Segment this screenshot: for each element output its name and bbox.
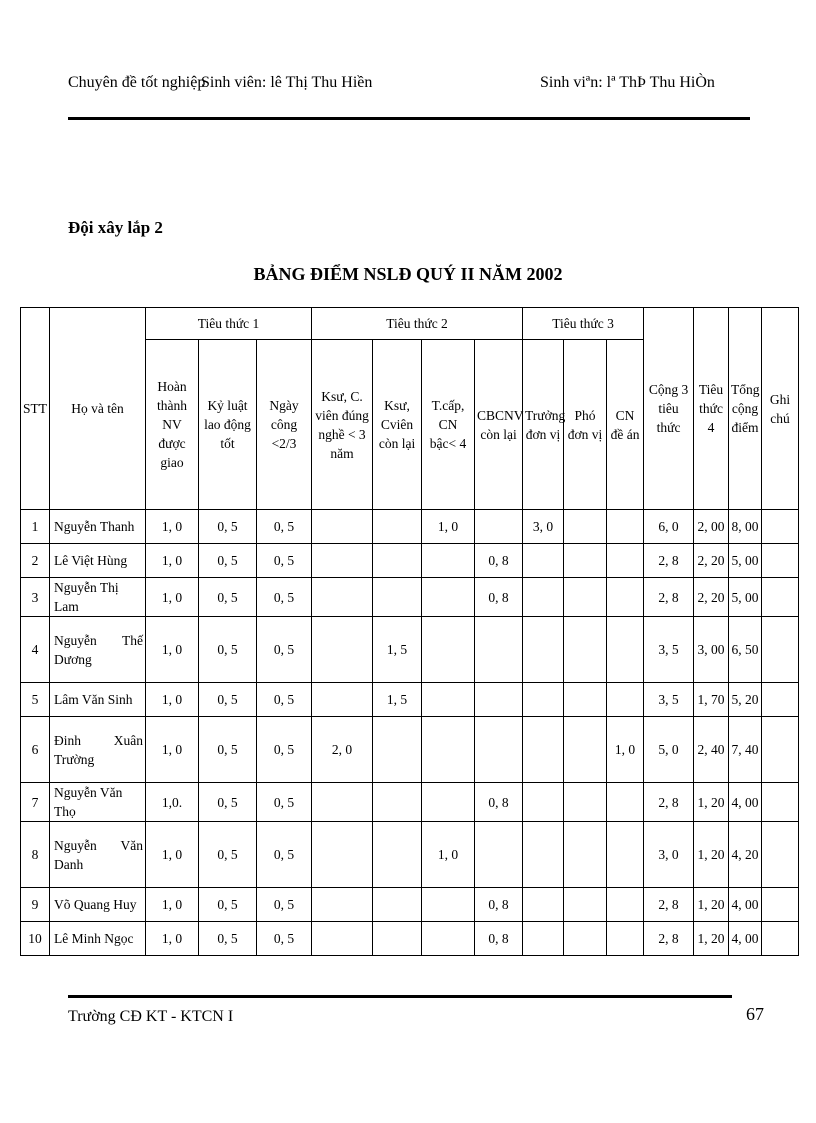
- score-cell: [607, 510, 644, 544]
- name-cell: [50, 617, 146, 683]
- score-cell: 0, 5: [257, 922, 312, 956]
- score-cell: 0, 5: [199, 544, 257, 578]
- group-header-2: Tiêu thức 2: [312, 308, 523, 340]
- name-cell: [50, 822, 146, 888]
- score-cell: [312, 617, 373, 683]
- stt-cell: 3: [21, 578, 50, 617]
- score-cell: [422, 717, 475, 783]
- score-cell: 2, 0: [312, 717, 373, 783]
- score-cell: 0, 8: [475, 544, 523, 578]
- total-cell: 5, 00: [729, 544, 762, 578]
- score-cell: [523, 822, 564, 888]
- name-cell: Lê Việt Hùng: [50, 544, 146, 578]
- score-cell: [523, 578, 564, 617]
- score-cell: [475, 617, 523, 683]
- score-cell: 0, 5: [199, 617, 257, 683]
- total-cell: 6, 50: [729, 617, 762, 683]
- stt-cell: 9: [21, 888, 50, 922]
- cong3-cell: 2, 8: [644, 544, 694, 578]
- name-part: Dương: [54, 651, 92, 667]
- score-cell: 0, 5: [199, 822, 257, 888]
- group-header-1: Tiêu thức 1: [146, 308, 312, 340]
- name-cell: Lê Minh Ngọc: [50, 922, 146, 956]
- score-cell: 1, 0: [146, 922, 199, 956]
- total-cell: 4, 20: [729, 822, 762, 888]
- score-cell: [312, 888, 373, 922]
- score-cell: 1, 0: [146, 544, 199, 578]
- score-cell: [373, 544, 422, 578]
- score-cell: [422, 578, 475, 617]
- stt-cell: 8: [21, 822, 50, 888]
- table-row: [21, 544, 799, 578]
- thesis-label: Chuyên đề tốt nghiệp: [68, 74, 206, 91]
- table-row: [21, 922, 799, 956]
- note-header: Ghi chú: [762, 308, 799, 510]
- total-cell: 8, 00: [729, 510, 762, 544]
- score-cell: [607, 683, 644, 717]
- note-cell: [762, 783, 799, 822]
- score-cell: [373, 578, 422, 617]
- header-rule: [68, 117, 750, 120]
- score-cell: [312, 544, 373, 578]
- page-header: [68, 74, 748, 104]
- tt4-cell: 2, 40: [694, 717, 729, 783]
- score-cell: [564, 683, 607, 717]
- score-cell: 1, 0: [607, 717, 644, 783]
- total-cell: 4, 00: [729, 922, 762, 956]
- score-cell: [523, 544, 564, 578]
- score-cell: 0, 5: [199, 888, 257, 922]
- score-cell: [373, 822, 422, 888]
- score-table: [20, 307, 799, 956]
- cong3-cell: 6, 0: [644, 510, 694, 544]
- score-cell: [475, 822, 523, 888]
- score-cell: [607, 822, 644, 888]
- cong3-cell: 2, 8: [644, 888, 694, 922]
- name-cell: Võ Quang Huy: [50, 888, 146, 922]
- score-cell: 0, 5: [199, 578, 257, 617]
- score-cell: 0, 5: [257, 578, 312, 617]
- score-cell: 1, 0: [146, 578, 199, 617]
- name-part: Nguyễn: [54, 632, 97, 648]
- score-cell: [523, 888, 564, 922]
- total-header: Tổng cộng điểm: [729, 308, 762, 510]
- score-cell: 1, 0: [146, 617, 199, 683]
- sub-header: CN đề án: [607, 340, 644, 510]
- note-cell: [762, 683, 799, 717]
- score-cell: [523, 783, 564, 822]
- score-cell: 0, 5: [257, 617, 312, 683]
- table-title: BẢNG ĐIỂM NSLĐ QUÝ II NĂM 2002: [253, 264, 563, 284]
- score-cell: 0, 5: [257, 544, 312, 578]
- note-cell: [762, 510, 799, 544]
- footer-rule: [68, 995, 732, 998]
- score-cell: [523, 617, 564, 683]
- name-part: Văn: [120, 837, 143, 853]
- score-cell: [607, 888, 644, 922]
- sub-header: CBCNV còn lại: [475, 340, 523, 510]
- score-cell: 1, 0: [422, 510, 475, 544]
- score-cell: [422, 888, 475, 922]
- total-cell: 5, 00: [729, 578, 762, 617]
- name-part: Nguyễn: [54, 837, 97, 853]
- score-cell: 0, 5: [257, 510, 312, 544]
- cong3-cell: 5, 0: [644, 717, 694, 783]
- tt4-cell: 1, 20: [694, 922, 729, 956]
- name-cell: Lâm Văn Sinh: [50, 683, 146, 717]
- score-cell: [607, 783, 644, 822]
- score-cell: [312, 510, 373, 544]
- score-cell: [422, 544, 475, 578]
- score-cell: 1, 0: [146, 510, 199, 544]
- score-cell: [564, 617, 607, 683]
- score-cell: 0, 5: [199, 922, 257, 956]
- student-label: Sinh viên: lê Thị Thu Hiền: [201, 74, 373, 91]
- name-part: Thế: [122, 632, 143, 648]
- score-cell: [373, 510, 422, 544]
- score-cell: 1, 0: [146, 822, 199, 888]
- total-cell: 4, 00: [729, 888, 762, 922]
- note-cell: [762, 544, 799, 578]
- student-label-garbled: Sinh viªn: lª ThÞ Thu HiÒn: [540, 74, 715, 91]
- score-cell: 0, 8: [475, 783, 523, 822]
- score-cell: [523, 922, 564, 956]
- score-cell: [373, 717, 422, 783]
- tt4-cell: 3, 00: [694, 617, 729, 683]
- sub-header: Trưởng đơn vị: [523, 340, 564, 510]
- total-cell: 4, 00: [729, 783, 762, 822]
- score-cell: 0, 5: [257, 822, 312, 888]
- score-cell: [523, 683, 564, 717]
- tt4-cell: 1, 20: [694, 822, 729, 888]
- note-cell: [762, 822, 799, 888]
- name-cell: Nguyễn Văn Thọ: [50, 783, 146, 822]
- score-cell: 0, 5: [257, 888, 312, 922]
- tt4-cell: 1, 20: [694, 888, 729, 922]
- score-cell: [564, 922, 607, 956]
- table-row: [21, 822, 799, 888]
- score-cell: [564, 783, 607, 822]
- score-cell: [373, 922, 422, 956]
- score-cell: [607, 544, 644, 578]
- score-cell: 1, 0: [422, 822, 475, 888]
- note-cell: [762, 888, 799, 922]
- stt-header: STT: [21, 308, 50, 510]
- score-cell: 1,0.: [146, 783, 199, 822]
- cong3-cell: 2, 8: [644, 783, 694, 822]
- score-cell: [312, 783, 373, 822]
- stt-cell: 4: [21, 617, 50, 683]
- score-cell: [564, 717, 607, 783]
- table-row: [21, 888, 799, 922]
- score-cell: 0, 5: [199, 683, 257, 717]
- score-cell: [607, 617, 644, 683]
- tt4-header: Tiêu thức 4: [694, 308, 729, 510]
- score-cell: [607, 578, 644, 617]
- cong3-cell: 3, 0: [644, 822, 694, 888]
- score-cell: [373, 888, 422, 922]
- score-cell: [422, 683, 475, 717]
- score-cell: [312, 683, 373, 717]
- score-cell: [475, 717, 523, 783]
- score-cell: [312, 822, 373, 888]
- cong3-cell: 3, 5: [644, 683, 694, 717]
- score-cell: [564, 822, 607, 888]
- score-cell: [564, 544, 607, 578]
- group-header-3: Tiêu thức 3: [523, 308, 644, 340]
- score-cell: 1, 0: [146, 683, 199, 717]
- sub-header: Phó đơn vị: [564, 340, 607, 510]
- score-cell: 0, 5: [199, 510, 257, 544]
- score-cell: 3, 0: [523, 510, 564, 544]
- cong3-cell: 2, 8: [644, 922, 694, 956]
- footer-school: Trường CĐ KT - KTCN I: [68, 1008, 234, 1025]
- name-cell: Nguyễn Thanh: [50, 510, 146, 544]
- score-cell: [373, 783, 422, 822]
- note-cell: [762, 922, 799, 956]
- score-cell: [312, 578, 373, 617]
- name-part: Danh: [54, 856, 84, 872]
- score-cell: [564, 578, 607, 617]
- tt4-cell: 2, 20: [694, 578, 729, 617]
- stt-cell: 10: [21, 922, 50, 956]
- name-header: Họ và tên: [50, 308, 146, 510]
- score-cell: [475, 683, 523, 717]
- score-cell: 1, 5: [373, 617, 422, 683]
- tt4-cell: 2, 00: [694, 510, 729, 544]
- score-cell: 0, 5: [199, 783, 257, 822]
- stt-cell: 5: [21, 683, 50, 717]
- tt4-cell: 1, 20: [694, 783, 729, 822]
- note-cell: [762, 717, 799, 783]
- stt-cell: 6: [21, 717, 50, 783]
- total-cell: 7, 40: [729, 717, 762, 783]
- score-cell: 0, 8: [475, 578, 523, 617]
- score-cell: [422, 922, 475, 956]
- tt4-cell: 1, 70: [694, 683, 729, 717]
- name-cell: [50, 717, 146, 783]
- sub-header: T.cấp, CN bậc< 4: [422, 340, 475, 510]
- score-cell: 1, 5: [373, 683, 422, 717]
- name-cell: Nguyễn Thị Lam: [50, 578, 146, 617]
- score-cell: [422, 617, 475, 683]
- sub-header: Ngày công <2/3: [257, 340, 312, 510]
- stt-cell: 7: [21, 783, 50, 822]
- score-cell: 0, 8: [475, 888, 523, 922]
- name-part: Đinh: [54, 732, 81, 748]
- tt4-cell: 2, 20: [694, 544, 729, 578]
- score-cell: 0, 8: [475, 922, 523, 956]
- sub-header: Ksư, C. viên đúng nghề < 3 năm: [312, 340, 373, 510]
- stt-cell: 2: [21, 544, 50, 578]
- note-cell: [762, 578, 799, 617]
- score-cell: [475, 510, 523, 544]
- note-cell: [762, 617, 799, 683]
- cong3-cell: 3, 5: [644, 617, 694, 683]
- table-row: [21, 783, 799, 822]
- score-cell: 0, 5: [257, 683, 312, 717]
- score-cell: [607, 922, 644, 956]
- cong3-cell: 2, 8: [644, 578, 694, 617]
- score-cell: 1, 0: [146, 888, 199, 922]
- sub-header: Ksư, Cviên còn lại: [373, 340, 422, 510]
- score-cell: [564, 888, 607, 922]
- score-cell: [564, 510, 607, 544]
- score-cell: 0, 5: [199, 717, 257, 783]
- stt-cell: 1: [21, 510, 50, 544]
- table-row: [21, 510, 799, 544]
- score-cell: [422, 783, 475, 822]
- name-part: Trường: [54, 751, 95, 767]
- sub-header: Kỷ luật lao động tốt: [199, 340, 257, 510]
- score-cell: 0, 5: [257, 783, 312, 822]
- table-row: [21, 683, 799, 717]
- table-row: [21, 578, 799, 617]
- score-cell: 0, 5: [257, 717, 312, 783]
- unit-heading: Đội xây lắp 2: [68, 218, 163, 237]
- cong3-header: Cộng 3 tiêu thức: [644, 308, 694, 510]
- page-number: 67: [746, 1004, 764, 1024]
- total-cell: 5, 20: [729, 683, 762, 717]
- score-cell: [312, 922, 373, 956]
- score-cell: 1, 0: [146, 717, 199, 783]
- table-row: [21, 717, 799, 783]
- sub-header: Hoàn thành NV được giao: [146, 340, 199, 510]
- score-cell: [523, 717, 564, 783]
- header-row-1: [21, 308, 799, 340]
- name-part: Xuân: [113, 732, 143, 748]
- table-row: [21, 617, 799, 683]
